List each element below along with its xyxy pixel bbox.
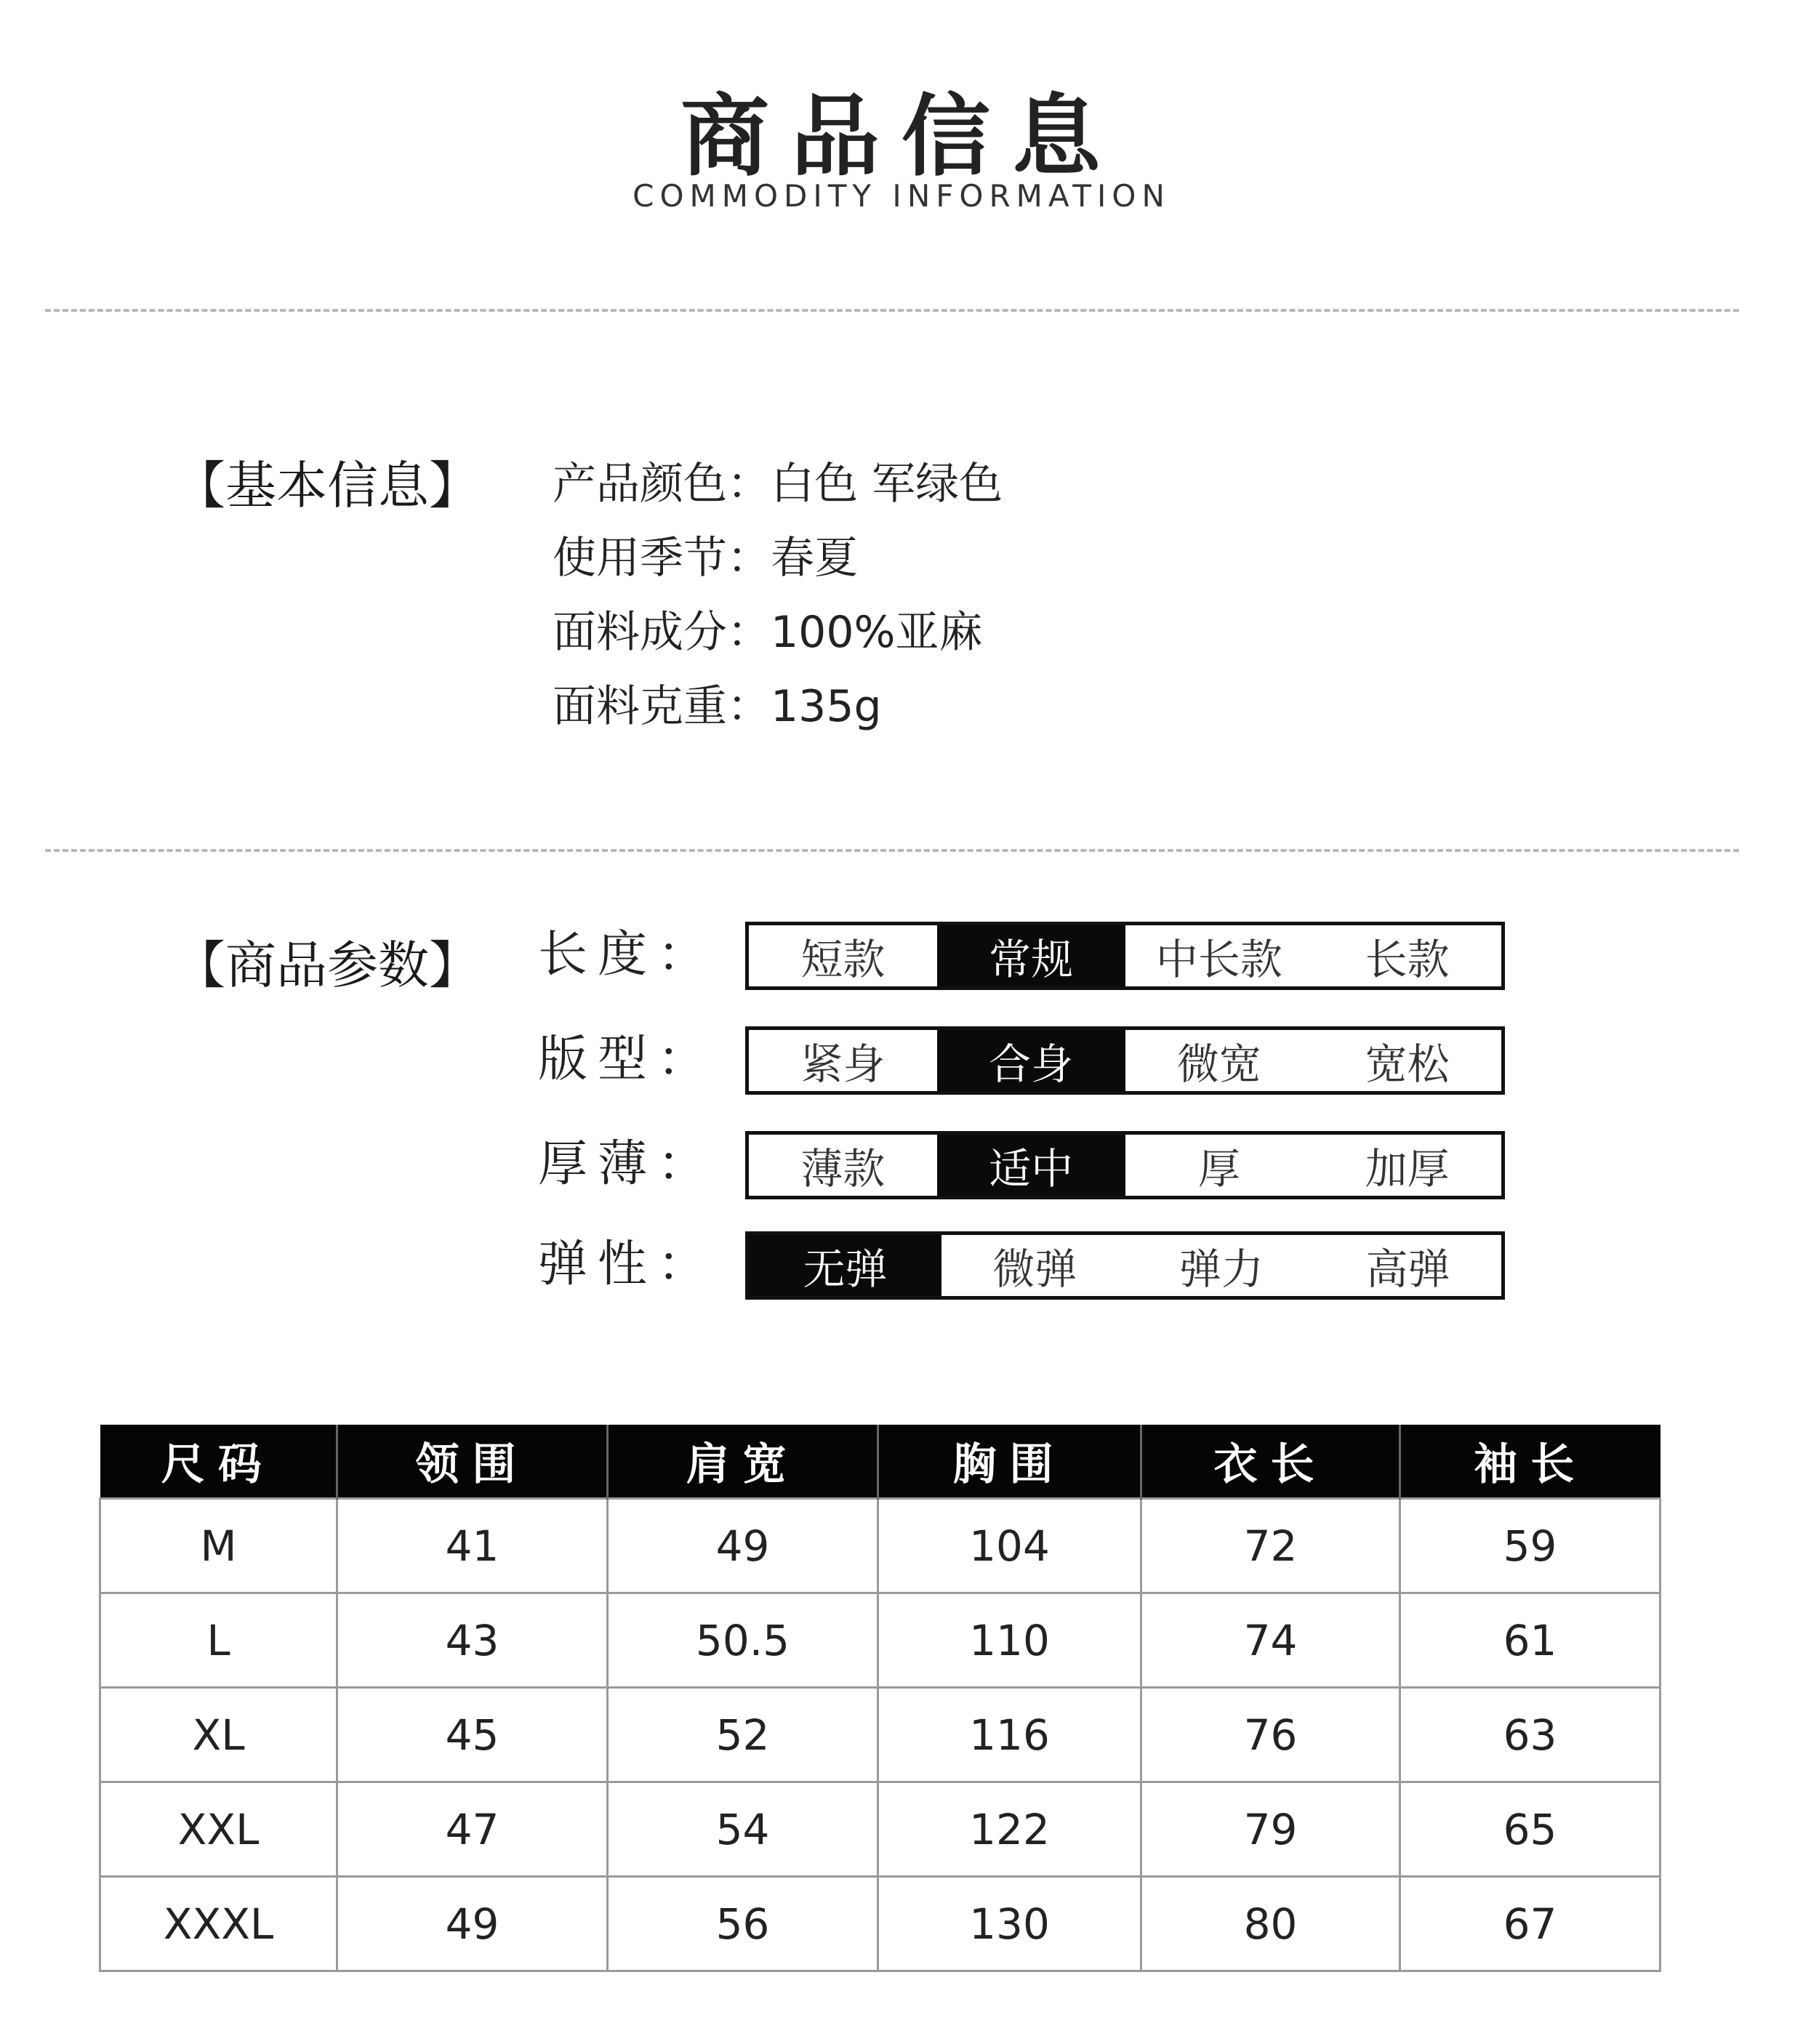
param-option: 宽松 bbox=[1365, 1039, 1450, 1089]
table-cell: 104 bbox=[878, 1499, 1141, 1593]
table-cell: 116 bbox=[878, 1688, 1141, 1782]
column-header: 肩宽 bbox=[608, 1425, 878, 1499]
param-option: 弹力 bbox=[1179, 1244, 1264, 1294]
param-option-selected: 无弹 bbox=[749, 1235, 941, 1296]
page-subtitle: COMMODITY INFORMATION bbox=[633, 178, 1170, 214]
table-cell: 45 bbox=[337, 1688, 608, 1782]
page-title: 商品信息 bbox=[680, 85, 1123, 188]
param-option: 薄款 bbox=[800, 1144, 886, 1194]
param-option: 短款 bbox=[800, 935, 886, 984]
param-option-selected: 合身 bbox=[937, 1030, 1125, 1091]
param-options-thickness bbox=[745, 1131, 1505, 1199]
table-cell: 130 bbox=[878, 1877, 1141, 1971]
table-cell: 72 bbox=[1141, 1499, 1400, 1593]
table-cell: 67 bbox=[1400, 1877, 1661, 1971]
table-cell: 52 bbox=[608, 1688, 878, 1782]
param-label-thickness: 厚薄： bbox=[538, 1135, 718, 1193]
table-cell: 59 bbox=[1400, 1499, 1661, 1593]
basic-info-list bbox=[553, 449, 1003, 746]
table-cell: 54 bbox=[608, 1782, 878, 1877]
column-header: 尺码 bbox=[100, 1425, 337, 1499]
param-options-length bbox=[745, 922, 1505, 990]
param-label-fit: 版型： bbox=[538, 1031, 718, 1088]
table-cell: 56 bbox=[608, 1877, 878, 1971]
divider-top bbox=[45, 309, 1739, 312]
table-cell: 76 bbox=[1141, 1688, 1400, 1782]
table-row bbox=[100, 1782, 1661, 1877]
table-cell: 63 bbox=[1400, 1688, 1661, 1782]
param-option: 中长款 bbox=[1155, 935, 1282, 984]
params-label: 【商品参数】 bbox=[174, 936, 480, 995]
basic-info-label: 【基本信息】 bbox=[174, 456, 480, 515]
table-cell: 122 bbox=[878, 1782, 1141, 1877]
table-cell: 49 bbox=[608, 1499, 878, 1593]
table-cell: 110 bbox=[878, 1593, 1141, 1688]
table-cell: L bbox=[100, 1593, 337, 1688]
param-option: 厚 bbox=[1197, 1144, 1240, 1194]
table-cell: 49 bbox=[337, 1877, 608, 1971]
param-option-selected: 常规 bbox=[937, 925, 1125, 986]
info-row-fabric: 面料成分：100%亚麻 bbox=[553, 607, 983, 658]
param-option: 微弹 bbox=[992, 1244, 1077, 1294]
table-row bbox=[100, 1688, 1661, 1782]
column-header: 胸围 bbox=[878, 1425, 1141, 1499]
table-cell: XL bbox=[100, 1688, 337, 1782]
table-cell: 41 bbox=[337, 1499, 608, 1593]
param-label-elasticity: 弹性： bbox=[538, 1236, 718, 1293]
table-cell: 50.5 bbox=[608, 1593, 878, 1688]
table-row bbox=[100, 1499, 1661, 1593]
param-option: 紧身 bbox=[800, 1039, 886, 1089]
param-option: 高弹 bbox=[1365, 1244, 1450, 1294]
size-table bbox=[99, 1425, 1661, 1972]
divider-middle bbox=[45, 849, 1739, 852]
param-option: 加厚 bbox=[1365, 1144, 1450, 1194]
column-header: 衣长 bbox=[1141, 1425, 1400, 1499]
table-header-row bbox=[100, 1425, 1661, 1499]
param-options-fit bbox=[745, 1026, 1505, 1095]
table-cell: M bbox=[100, 1499, 337, 1593]
column-header: 领围 bbox=[337, 1425, 608, 1499]
table-cell: XXL bbox=[100, 1782, 337, 1877]
table-row bbox=[100, 1877, 1661, 1971]
table-cell: 65 bbox=[1400, 1782, 1661, 1877]
table-cell: XXXL bbox=[100, 1877, 337, 1971]
table-cell: 74 bbox=[1141, 1593, 1400, 1688]
column-header: 袖长 bbox=[1400, 1425, 1661, 1499]
table-cell: 80 bbox=[1141, 1877, 1400, 1971]
table-cell: 61 bbox=[1400, 1593, 1661, 1688]
table-cell: 47 bbox=[337, 1782, 608, 1877]
param-option: 微宽 bbox=[1176, 1039, 1261, 1089]
param-option: 长款 bbox=[1365, 935, 1450, 984]
param-option-selected: 适中 bbox=[937, 1135, 1125, 1196]
info-row-weight: 面料克重：135g bbox=[553, 681, 882, 732]
info-row-color: 产品颜色：白色 军绿色 bbox=[553, 459, 1003, 510]
param-options-elasticity bbox=[745, 1231, 1505, 1300]
info-row-season: 使用季节：春夏 bbox=[553, 533, 858, 584]
param-label-length: 长度： bbox=[538, 926, 718, 983]
table-cell: 79 bbox=[1141, 1782, 1400, 1877]
table-row bbox=[100, 1593, 1661, 1688]
table-cell: 43 bbox=[337, 1593, 608, 1688]
